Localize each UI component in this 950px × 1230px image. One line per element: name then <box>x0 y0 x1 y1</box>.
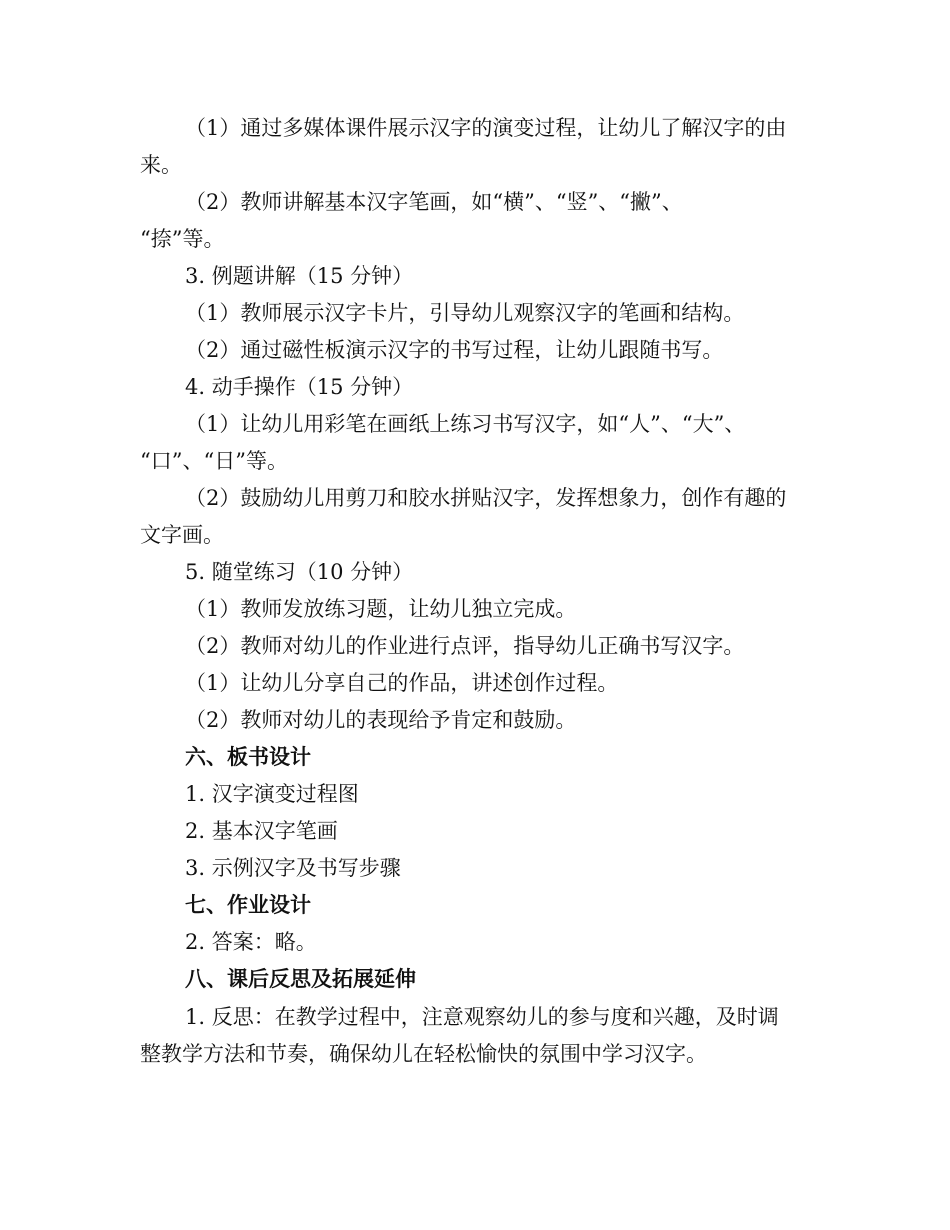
section-heading-8: 八、课后反思及拓展延伸 <box>185 967 416 991</box>
paragraph-line: （2）通过磁性板演示汉字的书写过程，让幼儿跟随书写。 <box>185 338 724 362</box>
paragraph-line: （1）让幼儿分享自己的作品，讲述创作过程。 <box>185 671 619 695</box>
paragraph-line: 整教学方法和节奏，确保幼儿在轻松愉快的氛围中学习汉字。 <box>140 1042 707 1066</box>
list-item: 2. 答案：略。 <box>185 930 317 954</box>
paragraph-line: （1）通过多媒体课件展示汉字的演变过程，让幼儿了解汉字的由 <box>185 116 787 140</box>
section-heading-7: 七、作业设计 <box>185 893 311 917</box>
paragraph-line: （1）教师发放练习题，让幼儿独立完成。 <box>185 597 577 621</box>
paragraph-line: “口”、“日”等。 <box>140 449 288 473</box>
section-3-title: 3. 例题讲解（15 分钟） <box>185 264 414 288</box>
paragraph-line: （2）教师讲解基本汉字笔画，如“横”、“竖”、“撇”、 <box>185 190 683 214</box>
paragraph-line: （2）鼓励幼儿用剪刀和胶水拼贴汉字，发挥想象力，创作有趣的 <box>185 486 787 510</box>
list-item: 1. 汉字演变过程图 <box>185 782 359 806</box>
paragraph-line: 来。 <box>140 153 182 177</box>
paragraph-line: “捺”等。 <box>140 227 225 251</box>
list-item: 3. 示例汉字及书写步骤 <box>185 856 401 880</box>
paragraph-line: 文字画。 <box>140 523 224 547</box>
paragraph-line: （1）教师展示汉字卡片，引导幼儿观察汉字的笔画和结构。 <box>185 301 745 325</box>
section-heading-6: 六、板书设计 <box>185 745 311 769</box>
paragraph-line: （2）教师对幼儿的作业进行点评，指导幼儿正确书写汉字。 <box>185 634 745 658</box>
list-item: 2. 基本汉字笔画 <box>185 819 338 843</box>
paragraph-line: （2）教师对幼儿的表现给予肯定和鼓励。 <box>185 708 577 732</box>
section-5-title: 5. 随堂练习（10 分钟） <box>185 560 414 584</box>
paragraph-line: 1. 反思：在教学过程中，注意观察幼儿的参与度和兴趣，及时调 <box>185 1005 779 1029</box>
paragraph-line: （1）让幼儿用彩笔在画纸上练习书写汉字，如“人”、“大”、 <box>185 412 746 436</box>
section-4-title: 4. 动手操作（15 分钟） <box>185 375 414 399</box>
